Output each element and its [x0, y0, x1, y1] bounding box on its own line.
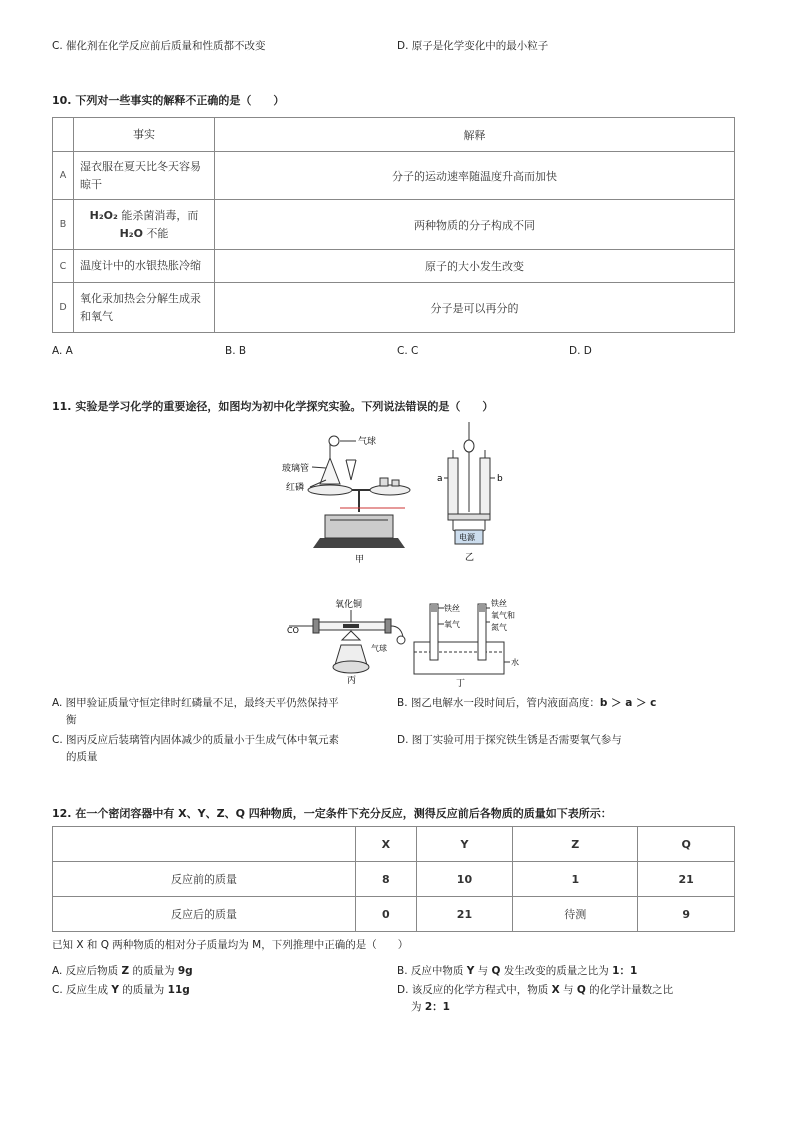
- copper-oxide: [343, 624, 359, 628]
- q10-option-b: B. B: [225, 345, 247, 357]
- option-text: B. 反应中物质: [397, 965, 467, 977]
- label-qiqiu: 气球: [358, 437, 377, 447]
- label-jia: 甲: [355, 555, 365, 565]
- q12-cell: 1: [513, 862, 638, 897]
- label-tiesi2: 铁丝: [491, 599, 507, 608]
- balance-body: [325, 515, 393, 538]
- option-val: 11g: [167, 984, 190, 996]
- figure-ding: [410, 592, 530, 690]
- q12-cell: 待测: [513, 897, 638, 932]
- q12-header-y: Y: [416, 827, 513, 862]
- funnel-side: [346, 460, 351, 480]
- label-dianyuan: 电源: [459, 533, 475, 542]
- flame: [342, 631, 360, 640]
- q10-row-c: [53, 250, 735, 283]
- test-tube-right: [478, 604, 486, 660]
- option-var: Q: [491, 965, 501, 977]
- q10-option-c: C. C: [397, 345, 419, 357]
- option-text: C. 反应生成: [52, 984, 112, 996]
- funnel-side: [351, 460, 356, 480]
- stopper-right: [385, 619, 391, 633]
- q10-option-a: A. A: [52, 345, 73, 357]
- q11-option-a: [52, 695, 392, 729]
- q10-header-row: [53, 118, 735, 152]
- q12-cell: 8: [356, 862, 417, 897]
- option-val: 9g: [177, 965, 193, 977]
- fact-text: 能杀菌消毒，而: [117, 208, 199, 222]
- q10-row-fact: 湿衣服在夏天比冬天容易晾干: [74, 152, 215, 200]
- q10-row-label: A: [53, 152, 74, 200]
- q12-cell: 21: [638, 862, 735, 897]
- connector: [448, 514, 490, 520]
- stopper-left: [313, 619, 319, 633]
- option-text: 为: [411, 1001, 425, 1013]
- test-tube-left: [430, 604, 438, 660]
- option-text: 衡: [66, 714, 77, 726]
- q10-row-a: [53, 152, 735, 200]
- option-text: 的质量为: [129, 965, 178, 977]
- q12-row-after: [53, 897, 735, 932]
- q12-header-row: [53, 827, 735, 862]
- q10-header-fact: 事实: [74, 118, 215, 152]
- option-var: Z: [121, 965, 130, 977]
- q12-row-label: 反应后的质量: [53, 897, 356, 932]
- tube-b: [480, 458, 490, 520]
- q9-option-d: D. 原子是化学变化中的最小粒子: [397, 40, 549, 52]
- label-a: a: [437, 474, 443, 484]
- q12-cell: 10: [416, 862, 513, 897]
- q9-option-c: C. 催化剂在化学反应前后质量和性质都不改变: [52, 40, 266, 52]
- q12-header-z: Z: [513, 827, 638, 862]
- option-text: D. 该反应的化学方程式中，物质: [397, 984, 552, 996]
- option-math: b ＞ a ＞ c: [599, 697, 657, 709]
- q10-row-label: C: [53, 250, 74, 283]
- iron-wire-right: [479, 604, 485, 612]
- q12-option-a: [52, 963, 193, 980]
- option-var: Q: [576, 984, 586, 996]
- label-co: CO: [287, 626, 299, 635]
- label-yangqi: 氧气: [444, 620, 460, 629]
- option-text: C. 图丙反应后装璃管内固体减少的质量小于生成气体中氧元素: [52, 734, 340, 746]
- q12-cell: 21: [416, 897, 513, 932]
- outlet-tube: [391, 626, 403, 637]
- q12-title: 12. 在一个密闭容器中有 X、Y、Z、Q 四种物质，一定条件下充分反应，测得反应前后各物质的质量如下表所示：: [52, 807, 612, 820]
- option-val: 1：1: [612, 965, 638, 977]
- option-var: X: [551, 984, 560, 996]
- option-text: 发生改变的质量之比为: [500, 965, 613, 977]
- option-val: 2：1: [424, 1001, 450, 1013]
- label-yanghuatong: 氧化铜: [335, 600, 363, 610]
- q10-row-fact: 温度计中的水银热胀冷缩: [74, 250, 215, 283]
- h2o-formula: H₂O: [119, 226, 143, 240]
- option-text: B. 图乙电解水一段时间后，管内液面高度：: [397, 697, 600, 709]
- label-boliguan: 玻璃管: [282, 464, 310, 474]
- label-tiesi1: 铁丝: [444, 604, 460, 613]
- right-pan: [370, 485, 410, 495]
- q12-row-label: 反应前的质量: [53, 862, 356, 897]
- water-trough: [414, 642, 504, 674]
- q10-option-d: D. D: [569, 345, 592, 357]
- q12-option-d: [397, 982, 737, 1016]
- balloon: [397, 636, 405, 644]
- label-hongling: 红磷: [286, 483, 305, 493]
- q10-row-label: D: [53, 283, 74, 333]
- figure-bing: [285, 595, 410, 685]
- iron-wire-left: [431, 604, 437, 612]
- label-shui: 水: [511, 658, 519, 667]
- q11-title: 11. 实验是学习化学的重要途径，如图均为初中化学探究实验。下列说法错误的是（ ）: [52, 400, 494, 413]
- q10-row-expl: 两种物质的分子构成不同: [215, 200, 735, 250]
- balance-base: [313, 538, 405, 548]
- option-text: A. 反应后物质: [52, 965, 122, 977]
- q12-row-before: [53, 862, 735, 897]
- q10-header-expl: 解释: [215, 118, 735, 152]
- q10-table: [52, 117, 735, 333]
- q10-row-d: [53, 283, 735, 333]
- q10-title: 10. 下列对一些事实的解释不正确的是（ ）: [52, 94, 285, 107]
- q12-option-b: [397, 963, 637, 980]
- q10-row-label: B: [53, 200, 74, 250]
- tube-a: [448, 458, 458, 520]
- label-danqi: 氮气: [491, 623, 507, 632]
- q10-header-blank: [53, 118, 74, 152]
- q10-row-fact: [74, 200, 215, 250]
- q12-header-q: Q: [638, 827, 735, 862]
- label-bing: 丙: [347, 676, 357, 685]
- label-qiqiu2: 气球: [371, 644, 387, 653]
- q12-header-x: X: [356, 827, 417, 862]
- figure-jia: [280, 420, 440, 568]
- q12-known: 已知 X 和 Q 两种物质的相对分子质量均为 M，下列推理中正确的是（ ）: [52, 939, 409, 951]
- q12-header-blank: [53, 827, 356, 862]
- option-var: Y: [111, 984, 119, 996]
- option-text: 的质量为: [118, 984, 168, 996]
- label-yangqihe: 氧气和: [491, 611, 515, 620]
- weight-1: [380, 478, 388, 486]
- funnel-top: [464, 440, 474, 452]
- flask: [320, 458, 340, 484]
- q12-option-c: [52, 982, 190, 999]
- left-pan: [308, 485, 352, 495]
- q10-row-expl: 分子的运动速率随温度升高而加快: [215, 152, 735, 200]
- q10-row-expl: 原子的大小发生改变: [215, 250, 735, 283]
- q10-row-fact: 氧化汞加热会分解生成汞和氧气: [74, 283, 215, 333]
- option-var: Y: [466, 965, 475, 977]
- figure-yi: [435, 422, 510, 568]
- q11-option-c: [52, 732, 392, 766]
- q12-cell: 9: [638, 897, 735, 932]
- label-line: [312, 467, 326, 468]
- label-b: b: [497, 474, 503, 484]
- weight-2: [392, 480, 399, 486]
- q10-row-expl: 分子是可以再分的: [215, 283, 735, 333]
- h2o2-formula: H₂O₂: [89, 208, 118, 222]
- balloon: [329, 436, 339, 446]
- q11-option-d: D. 图丁实验可用于探究铁生锈是否需要氧气参与: [397, 734, 622, 746]
- option-text: 与: [559, 984, 577, 996]
- q10-row-b: [53, 200, 735, 250]
- option-text: 的质量: [66, 751, 98, 763]
- option-text: 与: [474, 965, 492, 977]
- option-text: 的化学计量数之比: [585, 984, 674, 996]
- label-yi: 乙: [465, 553, 475, 563]
- option-text: A. 图甲验证质量守恒定律时红磷量不足，最终天平仍然保持平: [52, 697, 339, 709]
- lamp-base: [333, 661, 369, 673]
- q11-option-b: [397, 695, 656, 712]
- q12-cell: 0: [356, 897, 417, 932]
- label-ding: 丁: [456, 679, 466, 689]
- q12-table: [52, 826, 735, 932]
- fact-text: 不能: [142, 226, 169, 240]
